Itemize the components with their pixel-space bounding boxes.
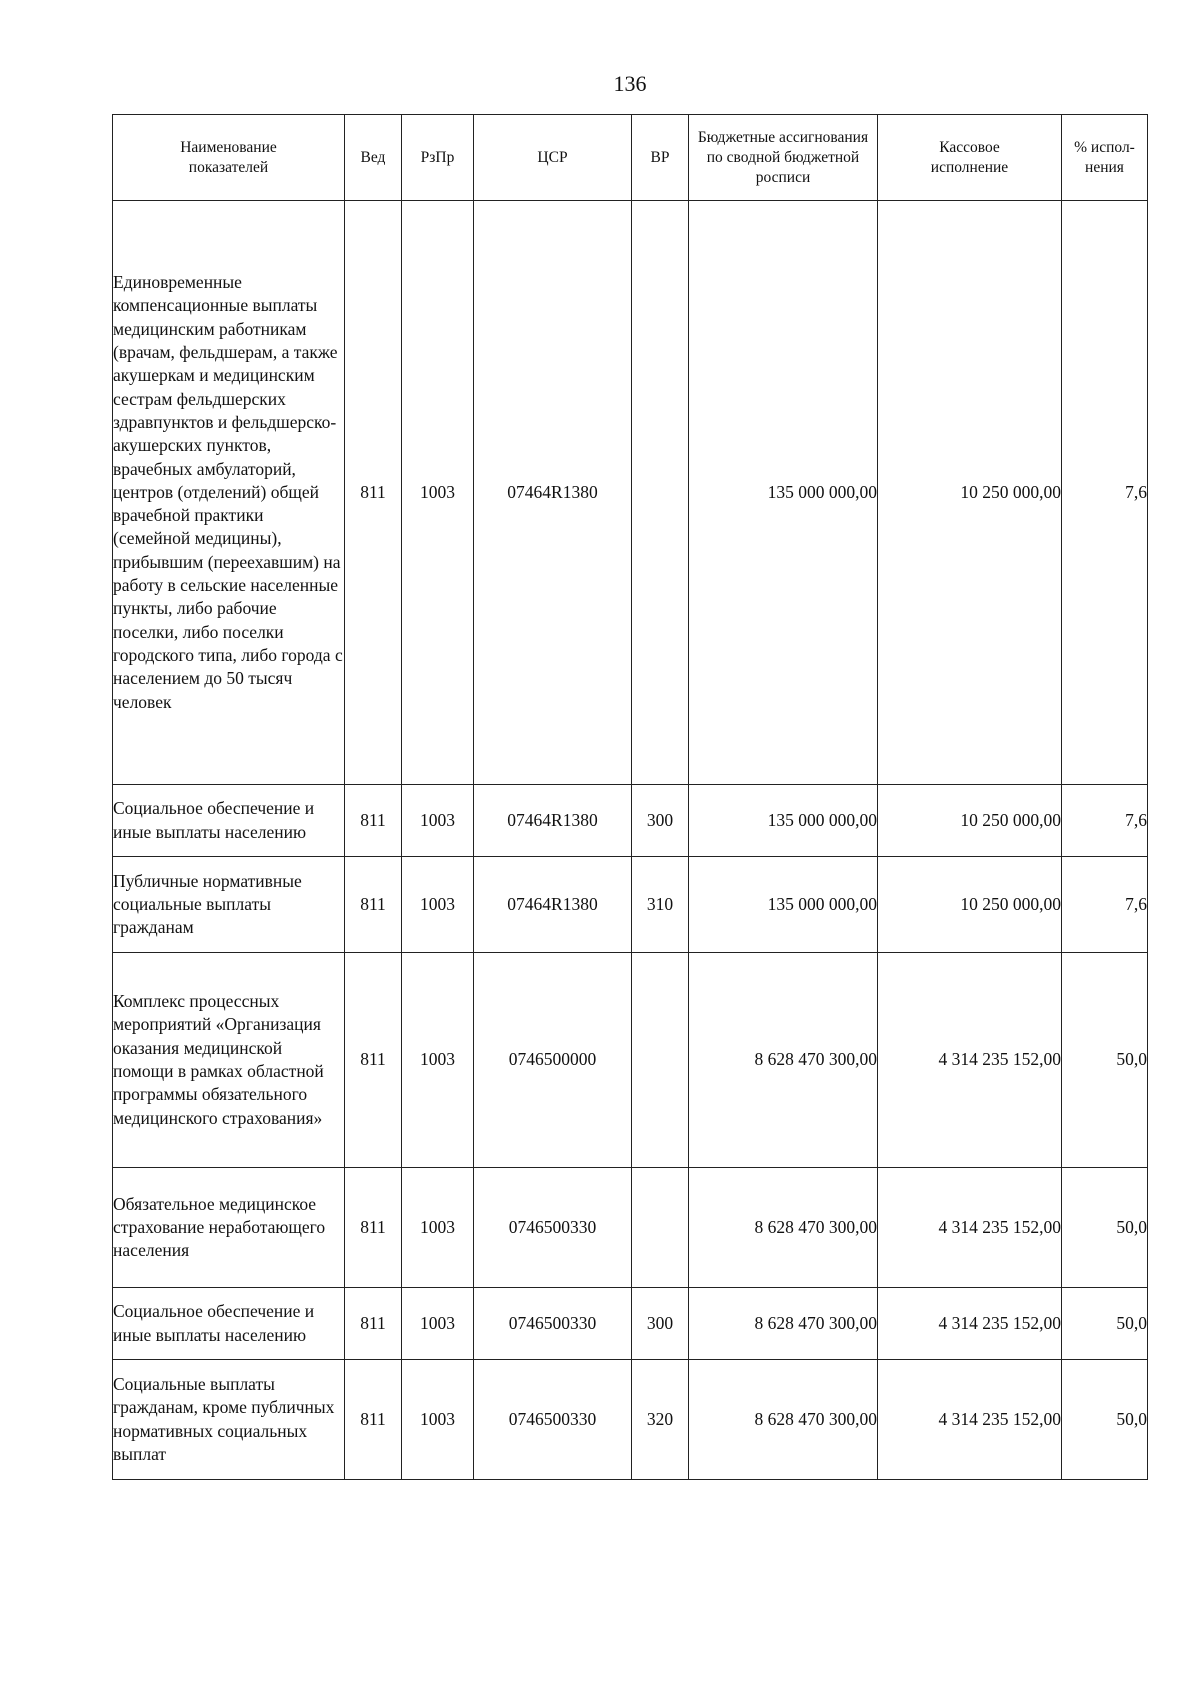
- row-budget: 135 000 000,00: [689, 857, 878, 953]
- row-budget: 135 000 000,00: [689, 785, 878, 857]
- row-rzpr: 1003: [402, 857, 474, 953]
- row-csr: 07464R1380: [474, 201, 632, 785]
- row-csr: 0746500000: [474, 953, 632, 1168]
- table-row: [113, 1360, 1148, 1480]
- row-name: Комплекс процессных мероприятий «Организация оказания медицинской помощи в рамках областной программы обязательного медицинского страхования»: [113, 953, 345, 1168]
- table-row: [113, 953, 1148, 1168]
- row-csr: 0746500330: [474, 1168, 632, 1288]
- budget-execution-table: [112, 114, 1148, 1480]
- row-percent: 50,0: [1062, 1360, 1148, 1480]
- row-name: Социальное обеспечение и иные выплаты населению: [113, 1288, 345, 1360]
- row-percent: 50,0: [1062, 953, 1148, 1168]
- header-vr: ВР: [632, 115, 689, 201]
- row-percent: 7,6: [1062, 857, 1148, 953]
- header-percent: % испол-нения: [1062, 115, 1148, 201]
- row-cash: 4 314 235 152,00: [878, 953, 1062, 1168]
- header-name: Наименование показателей: [113, 115, 345, 201]
- row-rzpr: 1003: [402, 1360, 474, 1480]
- table-row: [113, 1288, 1148, 1360]
- row-percent: 50,0: [1062, 1288, 1148, 1360]
- row-ved: 811: [345, 1168, 402, 1288]
- row-rzpr: 1003: [402, 201, 474, 785]
- row-ved: 811: [345, 953, 402, 1168]
- row-vr: 300: [632, 785, 689, 857]
- table-row: [113, 785, 1148, 857]
- row-percent: 7,6: [1062, 201, 1148, 785]
- row-ved: 811: [345, 1288, 402, 1360]
- row-csr: 0746500330: [474, 1288, 632, 1360]
- row-name: Публичные нормативные социальные выплаты гражданам: [113, 857, 345, 953]
- row-csr: 0746500330: [474, 1360, 632, 1480]
- row-vr: [632, 1168, 689, 1288]
- row-rzpr: 1003: [402, 953, 474, 1168]
- row-name: Социальные выплаты гражданам, кроме публичных нормативных социальных выплат: [113, 1360, 345, 1480]
- row-rzpr: 1003: [402, 1168, 474, 1288]
- page-number: 136: [613, 71, 647, 96]
- row-name: Обязательное медицинское страхование неработающего населения: [113, 1168, 345, 1288]
- row-cash: 4 314 235 152,00: [878, 1168, 1062, 1288]
- row-budget: 135 000 000,00: [689, 201, 878, 785]
- row-name: Единовременные компенсационные выплаты медицинским работникам (врачам, фельдшерам, а также акушеркам и медицинским сестрам фельдшерских здравпунктов и фельдшерско-акушерских пунктов, врачебных амбулаторий, центров (отделений) общей врачебной практики (семейной медицины), прибывшим (переехавшим) на работу в сельские населенные пункты, либо рабочие поселки, либо поселки городского типа, либо города с населением до 50 тысяч человек: [113, 201, 345, 785]
- row-percent: 7,6: [1062, 785, 1148, 857]
- row-budget: 8 628 470 300,00: [689, 953, 878, 1168]
- row-ved: 811: [345, 1360, 402, 1480]
- row-csr: 07464R1380: [474, 785, 632, 857]
- header-rzpr: РзПр: [402, 115, 474, 201]
- header-budget: Бюджетные ассигнования по сводной бюджетной росписи: [689, 115, 878, 201]
- row-ved: 811: [345, 201, 402, 785]
- row-percent: 50,0: [1062, 1168, 1148, 1288]
- row-csr: 07464R1380: [474, 857, 632, 953]
- row-vr: 310: [632, 857, 689, 953]
- header-ved: Вед: [345, 115, 402, 201]
- header-csr: ЦСР: [474, 115, 632, 201]
- header-cash: Кассовое исполнение: [878, 115, 1062, 201]
- row-ved: 811: [345, 785, 402, 857]
- row-budget: 8 628 470 300,00: [689, 1168, 878, 1288]
- row-cash: 10 250 000,00: [878, 857, 1062, 953]
- row-rzpr: 1003: [402, 785, 474, 857]
- row-budget: 8 628 470 300,00: [689, 1360, 878, 1480]
- row-vr: [632, 201, 689, 785]
- table-row: [113, 857, 1148, 953]
- row-cash: 10 250 000,00: [878, 785, 1062, 857]
- row-cash: 10 250 000,00: [878, 201, 1062, 785]
- row-cash: 4 314 235 152,00: [878, 1360, 1062, 1480]
- table-row: [113, 201, 1148, 785]
- row-cash: 4 314 235 152,00: [878, 1288, 1062, 1360]
- row-vr: 320: [632, 1360, 689, 1480]
- table-header-row: [113, 115, 1148, 201]
- row-vr: [632, 953, 689, 1168]
- row-ved: 811: [345, 857, 402, 953]
- row-vr: 300: [632, 1288, 689, 1360]
- row-rzpr: 1003: [402, 1288, 474, 1360]
- row-name: Социальное обеспечение и иные выплаты населению: [113, 785, 345, 857]
- row-budget: 8 628 470 300,00: [689, 1288, 878, 1360]
- table-row: [113, 1168, 1148, 1288]
